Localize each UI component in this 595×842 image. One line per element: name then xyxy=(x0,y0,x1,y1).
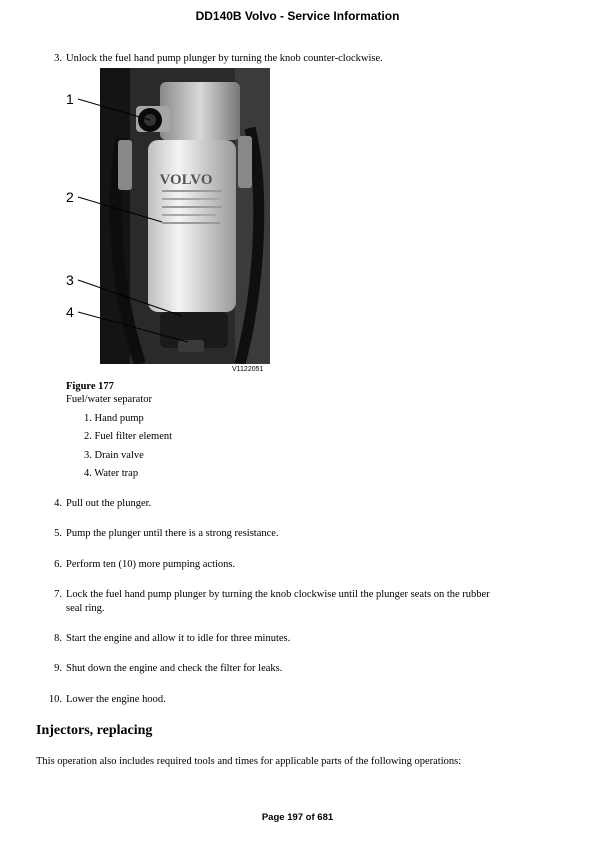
section-heading: Injectors, replacing xyxy=(36,723,153,738)
step-number: 3. xyxy=(54,53,62,64)
legend-item: 3. Drain valve xyxy=(84,450,144,461)
step-text: Start the engine and allow it to idle for three minutes. xyxy=(66,633,291,644)
callout-1: 1 xyxy=(66,91,74,107)
step-text: Lock the fuel hand pump plunger by turning the knob clockwise until the plunger seats on the rubber xyxy=(66,589,490,600)
step-text: Pull out the plunger. xyxy=(66,498,152,509)
step-text: Shut down the engine and check the filter for leaks. xyxy=(66,663,283,674)
section-intro: This operation also includes required tools and times for applicable parts of the following operations: xyxy=(36,756,462,767)
step-number: 9. xyxy=(54,663,62,674)
callout-4: 4 xyxy=(66,304,74,320)
step-text: Lower the engine hood. xyxy=(66,694,166,705)
figure-title: Figure 177 xyxy=(66,381,114,392)
brand-label: VOLVO xyxy=(159,172,213,188)
legend-item: 2. Fuel filter element xyxy=(84,431,173,442)
page-footer: Page 197 of 681 xyxy=(261,812,334,823)
step-number: 6. xyxy=(54,559,62,570)
page-header: DD140B Volvo - Service Information xyxy=(195,9,400,23)
step-text-continuation: seal ring. xyxy=(66,603,105,614)
step-number: 8. xyxy=(54,633,62,644)
callout-2: 2 xyxy=(66,189,74,205)
step-text: Unlock the fuel hand pump plunger by turning the knob counter-clockwise. xyxy=(66,53,383,64)
figure-subtitle: Fuel/water separator xyxy=(66,394,153,405)
step-text: Pump the plunger until there is a strong resistance. xyxy=(66,528,279,539)
callout-3: 3 xyxy=(66,272,74,288)
legend-item: 4. Water trap xyxy=(84,468,139,479)
step-number: 4. xyxy=(54,498,62,509)
legend-item: 1. Hand pump xyxy=(84,413,144,424)
step-number: 5. xyxy=(54,528,62,539)
step-text: Perform ten (10) more pumping actions. xyxy=(66,559,236,570)
figure-caption xyxy=(66,380,152,406)
step-number: 7. xyxy=(54,589,62,600)
figure-image-id: V1122051 xyxy=(232,366,264,373)
step-number: 10. xyxy=(48,694,62,705)
